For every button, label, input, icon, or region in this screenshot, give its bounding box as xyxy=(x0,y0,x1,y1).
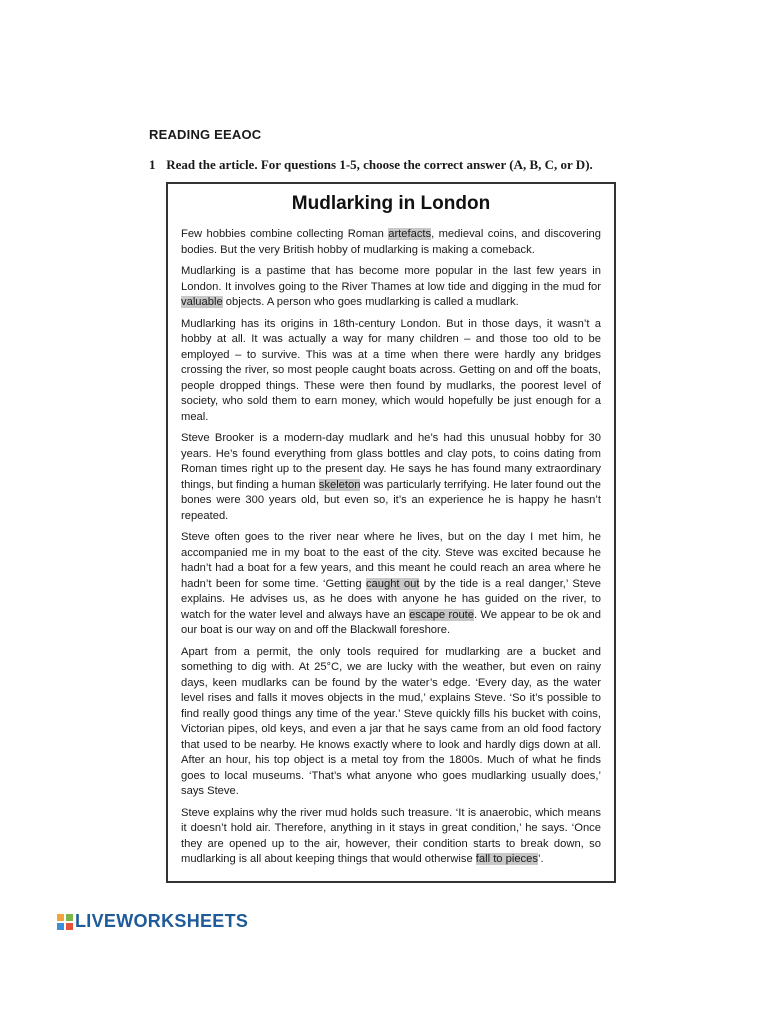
highlighted-word: skeleton xyxy=(318,478,361,491)
paragraph-text: ’. xyxy=(537,853,544,865)
paragraph-text: was particularly terrifying. He later found out the bones were 300 years old, but even so, it’s an experience he is happy he hasn’t repeated. xyxy=(181,478,601,522)
paragraph-text: . We appear to be ok and our boat is our way on and off the Blackwall foreshore. xyxy=(181,608,601,636)
highlighted-word: caught out xyxy=(365,577,420,590)
article-paragraph xyxy=(181,645,601,800)
instruction-text: Read the article. For questions 1-5, choose the correct answer (A, B, C, or D). xyxy=(166,157,593,172)
instruction xyxy=(149,157,593,173)
liveworksheets-logo xyxy=(57,911,248,932)
section-heading: READING EEAOC xyxy=(149,127,262,142)
paragraph-text: , medieval coins, and discovering bodies. But the very British hobby of mudlarking is making a comeback. xyxy=(181,228,602,256)
article-paragraph xyxy=(181,431,601,524)
article-paragraph xyxy=(181,806,601,868)
paragraph-text: Few hobbies combine collecting Roman xyxy=(181,228,389,240)
highlighted-word: fall to pieces xyxy=(475,853,538,865)
paragraph-text: Apart from a permit, the only tools required for mudlarking are a bucket and something to dig with. At 25°C, we are lucky with the weather, but even on rainy days, keen mudlarks can be found by the water’s edge. ‘Every day, as the water level rises and falls it moves objects in the mud,’ explains Steve. ‘So it’s possible to find really good things any time of the year.’ Steve quickly fills his bucket with coins, Victorian pipes, old keys, and even a jar that he says came from an old food factory that used to be nearby. He knows exactly where to look and hardly digs down at all. After an hour, his top object is a metal toy from the 1800s. Much of what he finds goes to local museums. ‘That’s what anyone who goes mudlarking usually does,’ says Steve. xyxy=(181,645,601,797)
article-paragraph xyxy=(181,264,601,311)
paragraph-text: objects. A person who goes mudlarking is called a mudlark. xyxy=(222,296,519,308)
article-title: Mudlarking in London xyxy=(291,193,491,214)
article-paragraph xyxy=(181,227,601,258)
article-body xyxy=(181,227,601,868)
paragraph-text: by the tide is a real danger,’ Steve explains. He advises us, as he does with anyone he has guided on the river, to watch for the water level and always have an xyxy=(181,577,601,621)
highlighted-word: valuable xyxy=(181,296,223,308)
paragraph-text: Steve Brooker is a modern-day mudlark and he’s had this unusual hobby for 30 years. He’s found everything from glass bottles and clay pots, to coins dating from Roman times right up to the present day. He says he has found many extraordinary things, but finding a human xyxy=(181,432,601,491)
paragraph-text: Steve often goes to the river near where he lives, but on the day I met him, he accompanied me in my boat to the east of the city. Steve was excited because he hadn’t had a boat for a few years, and this meant he could reach an area where he hadn’t been for some time. ‘Getting xyxy=(181,531,601,590)
question-number: 1 xyxy=(149,157,156,172)
article-paragraph xyxy=(181,530,601,639)
paragraph-text: Steve explains why the river mud holds such treasure. ‘It is anaerobic, which means it doesn’t hold air. Therefore, anything in it stays in great condition,’ he says. ‘Once they are opened up to the air, however, their condition starts to break down, so mudlarking is all about keeping things that would otherwise xyxy=(181,806,601,865)
logo-text: LIVEWORKSHEETS xyxy=(75,911,249,931)
highlighted-word: escape route xyxy=(409,608,475,621)
liveworksheets-logo-icon xyxy=(57,914,73,930)
paragraph-text: Mudlarking has its origins in 18th-century London. But in those days, it wasn’t a hobby at all. It was actually a way for many children – and those too old to be employed – to survive. This was at a time when there were hardly any bridges crossing the river, so most people caught boats across. Getting on and off the boats, people dropped things. These were then found by mudlarks, the poorest level of society, who sold them to earn money, which would hopefully be just enough for a meal. xyxy=(181,317,601,423)
highlighted-word: artefacts xyxy=(388,228,432,240)
article-box xyxy=(166,182,616,883)
article-paragraph xyxy=(181,317,601,426)
paragraph-text: Mudlarking is a pastime that has become more popular in the last few years in London. It involves going to the River Thames at low tide and digging in the mud for xyxy=(181,265,601,293)
